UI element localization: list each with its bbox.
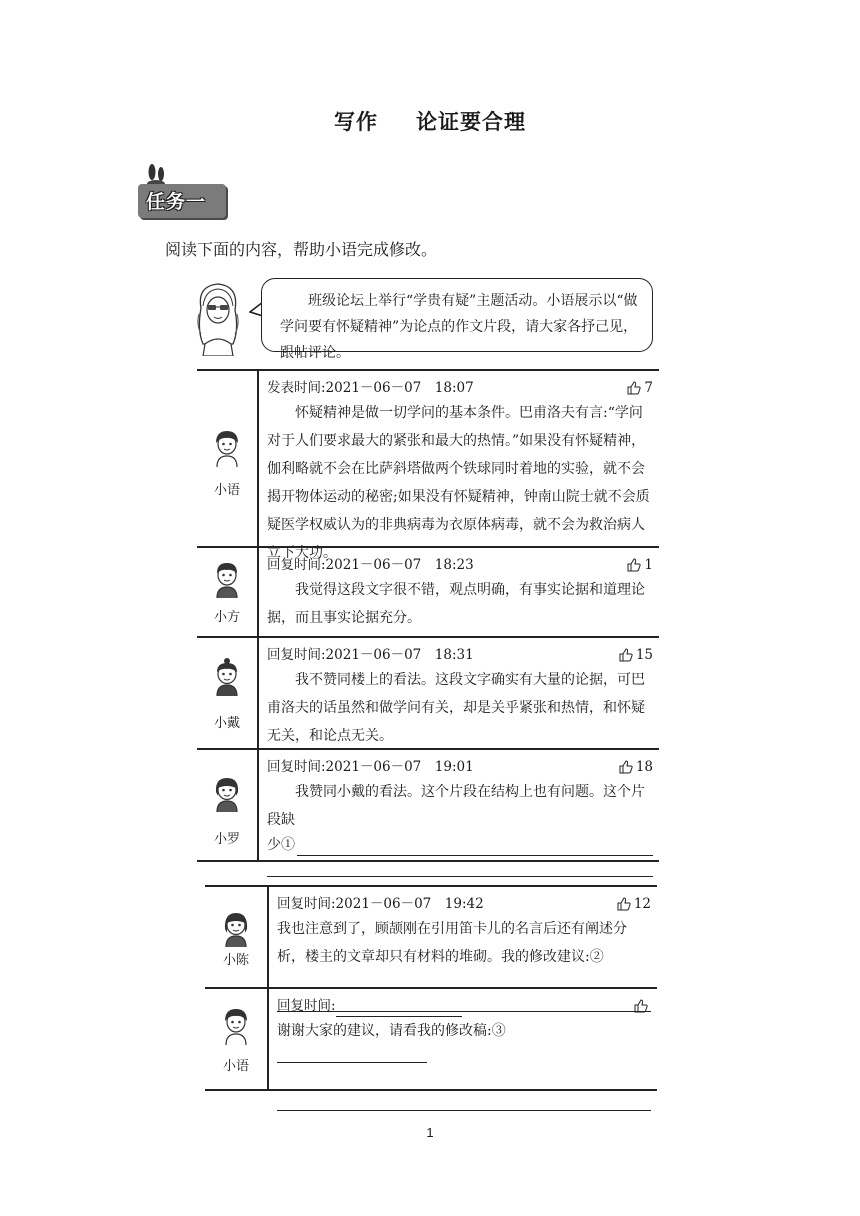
post-content: 我赞同小戴的看法。这个片段在结构上也有问题。这个片段缺	[267, 784, 645, 828]
username: 小陈	[222, 953, 249, 968]
post-author	[197, 548, 259, 636]
thumbs-up-icon	[627, 558, 641, 572]
like-button[interactable]	[634, 995, 651, 1017]
answer-blank-1[interactable]	[297, 837, 653, 856]
forum-post	[197, 546, 659, 636]
post-author	[197, 371, 259, 546]
post-author	[197, 750, 259, 860]
forum-post	[197, 748, 659, 860]
speech-bubble	[261, 278, 653, 361]
post-time: 回复时间:2021－06－07 19:01	[267, 759, 474, 775]
like-count: 15	[635, 647, 653, 663]
boy-avatar-icon	[213, 560, 241, 598]
thumbs-up-icon	[619, 760, 633, 774]
like-count: 1	[644, 557, 653, 573]
speech-text: 班级论坛上举行“学贵有疑”主题活动。小语展示以“做学问要有怀疑精神”为论点的作文片段，请大家各抒己见，跟帖评论。	[280, 293, 638, 361]
username: 小方	[213, 610, 240, 625]
like-button[interactable]	[627, 377, 653, 399]
post-time-label: 回复时间:	[277, 998, 336, 1014]
forum-thread	[197, 369, 659, 862]
post-time: 发表时间:2021－06－07 18:07	[267, 380, 474, 396]
thumbs-up-icon	[634, 999, 648, 1013]
username: 小语	[222, 1059, 249, 1074]
like-count: 18	[635, 759, 653, 775]
post-body	[269, 989, 657, 1089]
answer-blank-3-line3[interactable]	[277, 1090, 651, 1111]
post-time: 回复时间:2021－06－07 19:42	[277, 896, 484, 912]
like-button[interactable]	[619, 756, 653, 778]
like-button[interactable]	[627, 554, 653, 576]
thumbs-up-icon	[627, 381, 641, 395]
post-body	[259, 750, 659, 860]
post-author	[197, 638, 259, 748]
page-title	[0, 106, 860, 136]
post-content: 我觉得这段文字很不错，观点明确，有事实论据和道理论据，而且事实论据充分。	[267, 582, 645, 626]
boy-avatar-icon	[213, 429, 241, 467]
boy-avatar-icon	[222, 1007, 250, 1045]
answer-blank-3-line2[interactable]	[277, 1073, 651, 1090]
post-content: 我不赞同楼上的看法。这段文字确实有大量的论据，可巴甫洛夫的话虽然和做学问有关，却是关乎紧张和热情，和怀疑无关，和论点无关。	[267, 672, 645, 744]
task-badge	[138, 160, 228, 220]
like-button[interactable]	[617, 893, 651, 915]
girl-avatar-icon	[213, 774, 241, 812]
reply-time-blank[interactable]	[336, 1002, 462, 1017]
post-time: 回复时间:2021－06－07 18:31	[267, 647, 474, 663]
girl-avatar-icon	[222, 909, 250, 947]
answer-label-1: 少①	[267, 837, 295, 853]
forum-post	[205, 987, 657, 1089]
title-part1: 写作	[334, 109, 378, 134]
post-content: 我也注意到了，顾颉刚在引用笛卡儿的名言后还有阐述分析，楼主的文章却只有材料的堆砌。我的修改建议:②	[277, 921, 627, 965]
post-content: 怀疑精神是做一切学问的基本条件。巴甫洛夫有言:“学问对于人们要求最大的紧张和最大的热情。”如果没有怀疑精神，伽利略就不会在比萨斜塔做两个铁球同时着地的实验，就不会揭开物体运动的秘密;如果没有怀疑精神，钟南山院士就不会质疑医学权威认为的非典病毒为衣原体病毒，就不会为救治病人立下大功。	[267, 405, 650, 561]
username: 小罗	[213, 832, 240, 847]
post-body	[259, 638, 659, 748]
thumbs-up-icon	[619, 648, 633, 662]
post-body	[269, 887, 657, 987]
forum-post	[197, 369, 659, 561]
post-author	[205, 887, 269, 987]
username: 小戴	[213, 716, 240, 731]
girl-avatar-icon	[213, 658, 241, 696]
like-count: 12	[633, 896, 651, 912]
task-badge-label: 任务一	[146, 191, 207, 213]
post-content: 谢谢大家的建议，请看我的修改稿:③	[277, 1023, 506, 1039]
speech-area	[193, 278, 653, 361]
girl-avatar-icon	[193, 278, 243, 356]
post-author	[205, 989, 269, 1089]
page-number: 1	[426, 1125, 434, 1140]
intro-text: 阅读下面的内容，帮助小语完成修改。	[165, 240, 438, 259]
post-body	[259, 548, 659, 636]
post-body	[259, 371, 659, 561]
answer-blank-3[interactable]	[277, 1046, 427, 1063]
like-count: 7	[644, 380, 653, 396]
forum-post	[197, 636, 659, 748]
post-time: 回复时间:2021－06－07 18:23	[267, 557, 474, 573]
thumbs-up-icon	[617, 897, 631, 911]
forum-thread-continued	[205, 885, 657, 1091]
answer-blank-1-line2[interactable]	[267, 856, 653, 877]
username: 小语	[213, 483, 240, 498]
like-button[interactable]	[619, 644, 653, 666]
title-part2: 论证要合理	[416, 109, 526, 134]
forum-post	[205, 885, 657, 987]
